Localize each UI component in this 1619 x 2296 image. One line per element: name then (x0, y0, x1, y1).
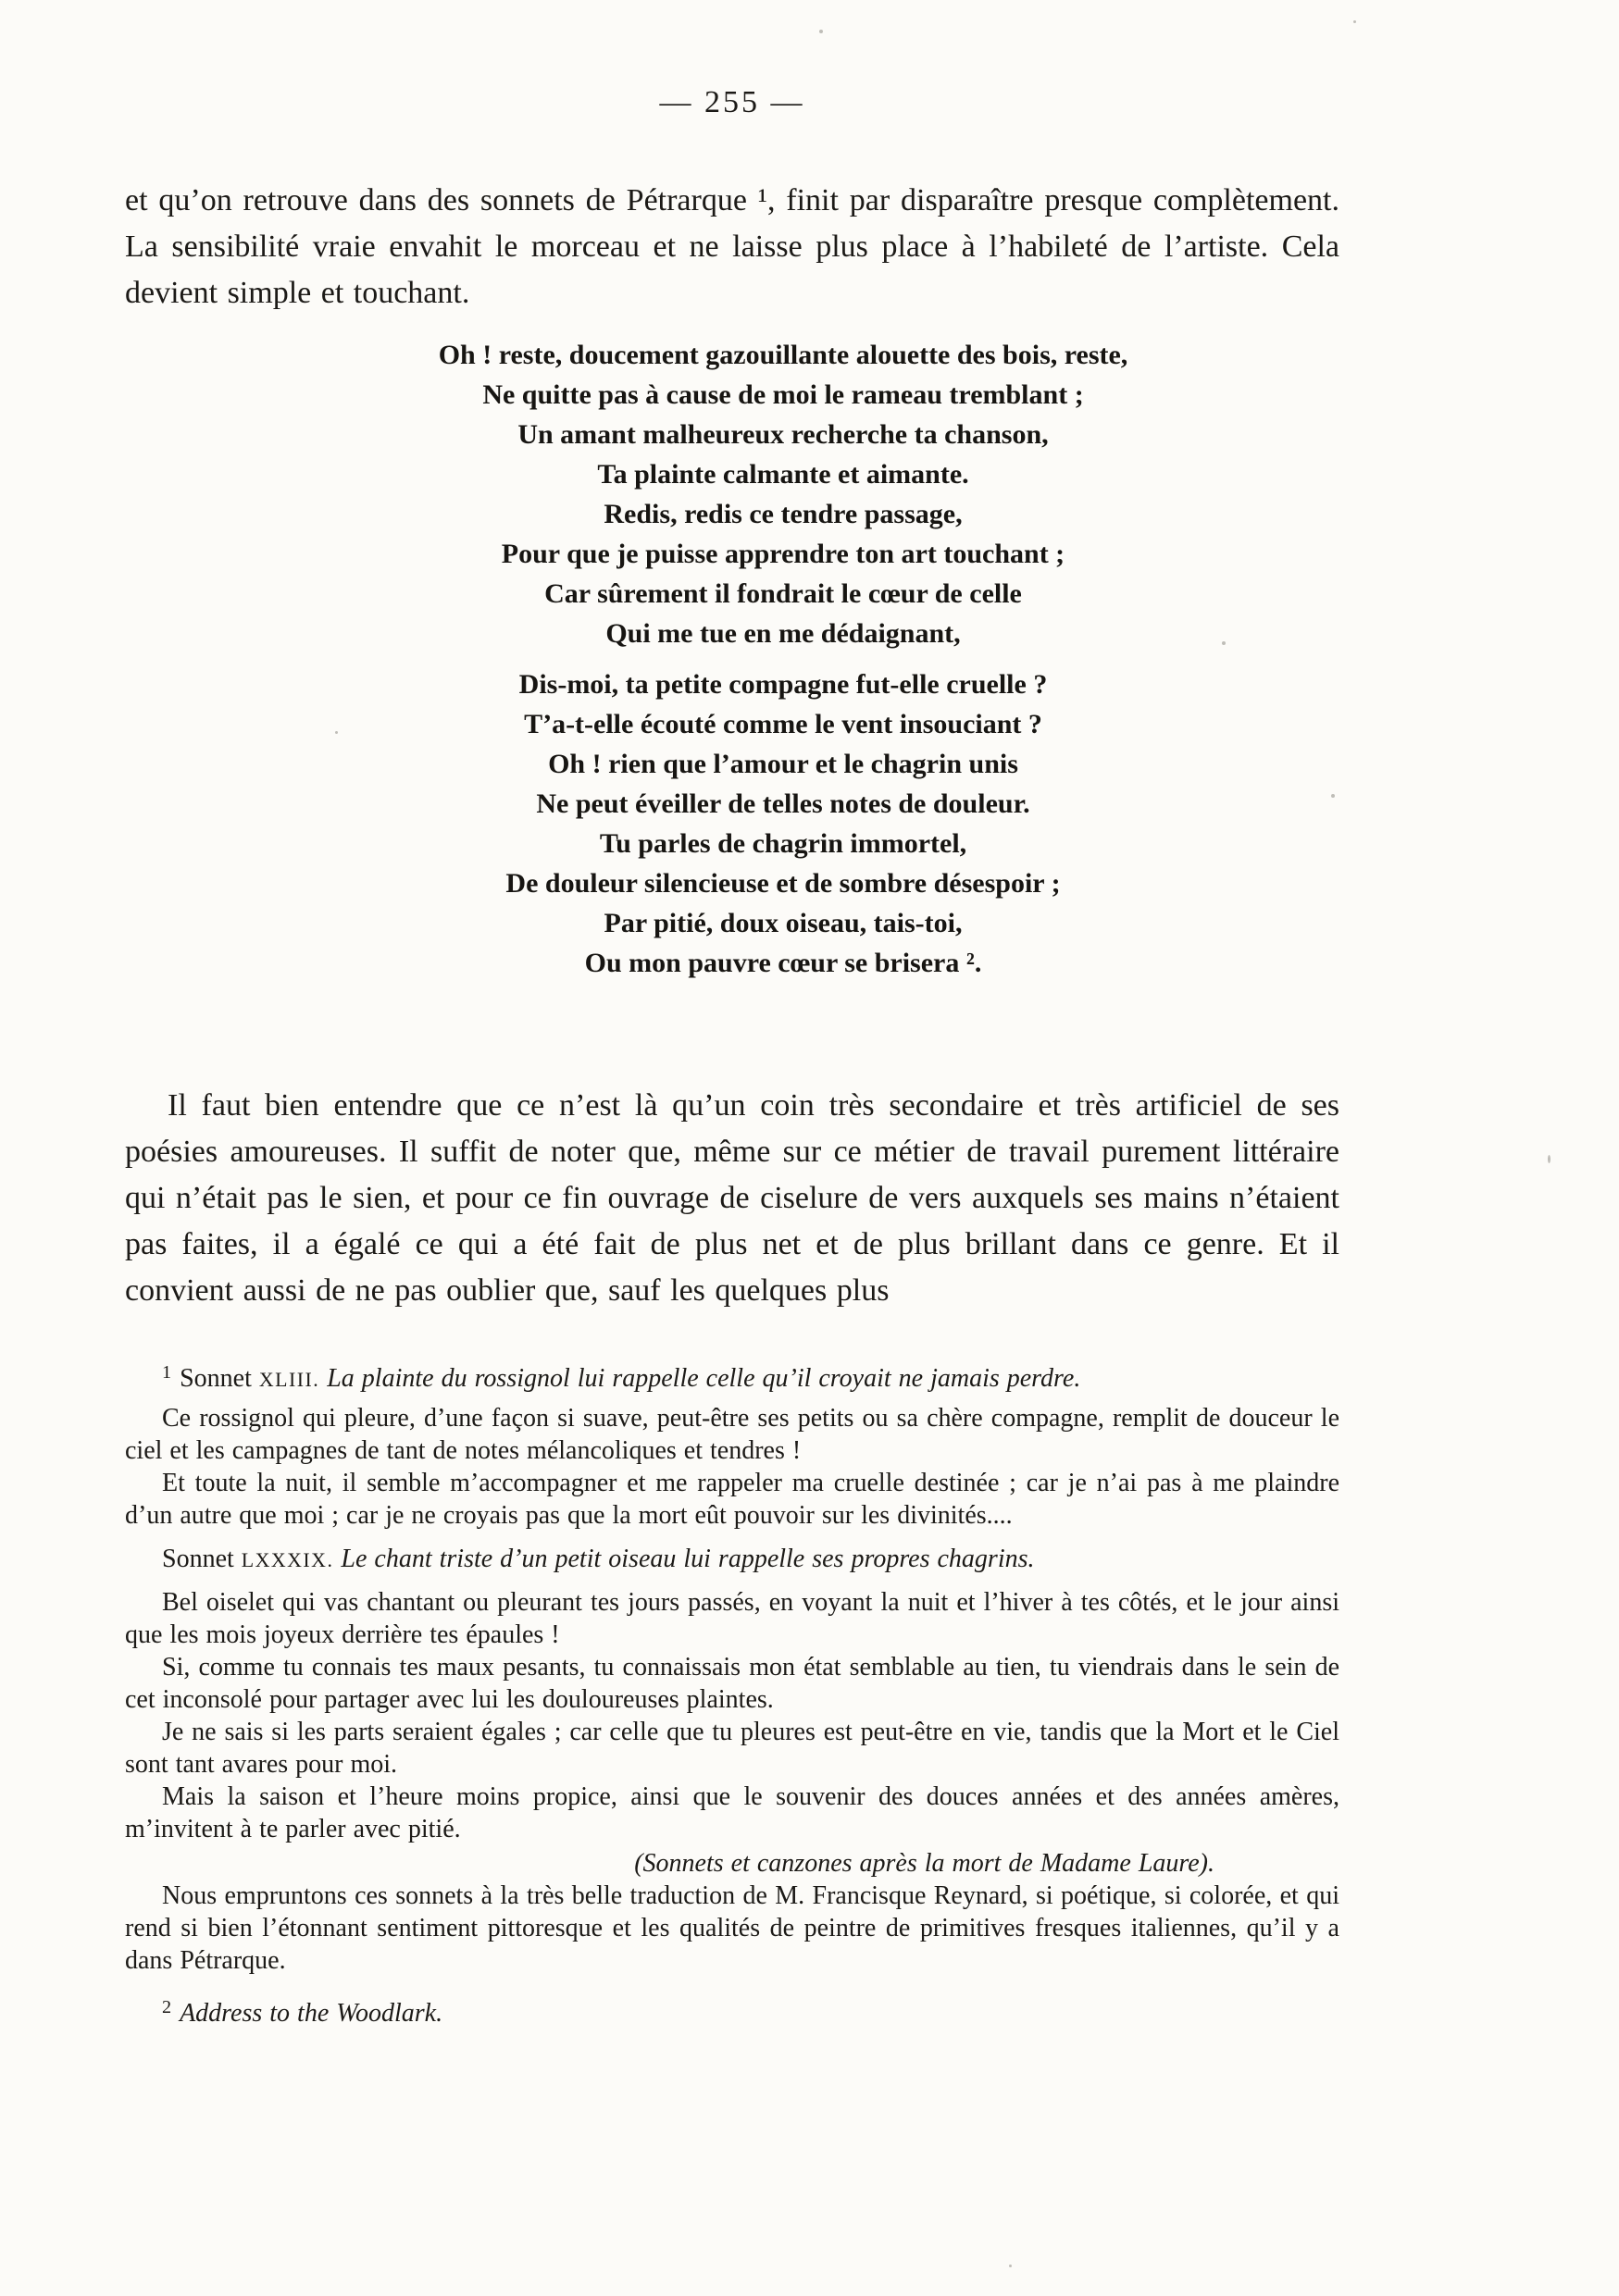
poem-line: Ne peut éveiller de telles notes de douleur. (536, 788, 1030, 819)
poem-line: Un amant malheureux recherche ta chanson, (517, 419, 1049, 450)
poem-line: Dis-moi, ta petite compagne fut-elle cruelle ? (518, 669, 1048, 700)
sonnet-title: Le chant triste d’un petit oiseau lui rappelle ses propres chagrins. (341, 1545, 1035, 1574)
footnote-1-sonnet-2-heading (125, 1543, 1339, 1577)
footnote-paragraph: Je ne sais si les parts seraient égales ; car celle que tu pleures est peut-être en vie, tandis que la Mort et le Ciel sont tant avares pour moi. (125, 1718, 1339, 1780)
paragraph-intro: et qu’on retrouve dans des sonnets de Pétrarque ¹, finit par disparaître presque complètement. La sensibilité vraie envahit le morceau et ne laisse plus place à l’habileté de l’artiste. Cela devient simple et touchant. (125, 183, 1339, 310)
sonnet-label: Sonnet (162, 1545, 234, 1574)
poem-line: Pour que je puisse apprendre ton art touchant ; (501, 539, 1065, 569)
poem-line: Ne quitte pas à cause de moi le rameau tremblant ; (482, 379, 1084, 410)
page-number: — 255 — (659, 85, 805, 119)
scan-speck (819, 30, 823, 33)
footnote-paragraph: Ce rossignol qui pleure, d’une façon si suave, peut-être ses petits ou sa chère compagne, remplit de douceur le ciel et les campagnes de tant de notes mélancoliques et tendres ! (125, 1404, 1339, 1466)
poem-line: Qui me tue en me dédaignant, (605, 618, 961, 649)
poem-stanza-1 (176, 335, 1390, 653)
poem-stanza-2 (176, 664, 1390, 983)
poem-line: Tu parles de chagrin immortel, (599, 828, 967, 859)
sonnet-label: Sonnet (180, 1364, 252, 1394)
footnote-2 (125, 1992, 1339, 2029)
footnote-paragraph: Mais la saison et l’heure moins propice, ainsi que le souvenir des douces années et des années amères, m’invitent à te parler avec pitié. (125, 1782, 1339, 1844)
scan-speck (335, 731, 338, 734)
footnote-paragraph: Si, comme tu connais tes maux pesants, tu connaissais mon état semblable au tien, tu viendrais dans le sein de cet inconsolé pour partager avec lui les douloureuses plaintes. (125, 1653, 1339, 1715)
paragraph-commentary: Il faut bien entendre que ce n’est là qu’un coin très secondaire et très artificiel de ses poésies amoureuses. Il suffit de noter que, même sur ce métier de travail purement littéraire qui n’était pas le sien, et pour ce fin ouvrage de ciselure de vers auxquels ses mains n’étaient pas faites, il a égalé ce qui a été fait de plus net et de plus brillant dans ce genre. Et il convient aussi de ne pas oublier que, sauf les quelques plus (125, 1088, 1339, 1308)
poem-line: Car sûrement il fondrait le cœur de celle (544, 578, 1022, 609)
sonnet-number: LXXXIX. (241, 1549, 334, 1572)
poem-line: Oh ! rien que l’amour et le chagrin unis (548, 749, 1018, 779)
sonnet-number: XLIII. (258, 1369, 320, 1392)
footnote-1-marker: 1 (162, 1362, 173, 1383)
footnote-2-text: Address to the Woodlark. (180, 1999, 443, 2029)
poem-line: Par pitié, doux oiseau, tais-toi, (604, 908, 963, 938)
scan-speck (1353, 20, 1356, 23)
footnote-2-marker: 2 (162, 1997, 173, 2018)
text-column (125, 0, 1339, 2296)
poem-line: Ou mon pauvre cœur se brisera ². (584, 948, 982, 978)
poem-line: De douleur silencieuse et de sombre désespoir ; (505, 868, 1061, 899)
footnote-paragraph: Bel oiselet qui vas chantant ou pleurant tes jours passés, en voyant la nuit et l’hiver à tes côtés, et le jour ainsi que les mois joyeux derrière tes épaules ! (125, 1588, 1339, 1650)
translator-note: Nous empruntons ces sonnets à la très belle traduction de M. Francisque Reynard, si poétique, si colorée, et qui rend si bien l’étonnant sentiment pittoresque et les qualités de peintre de primitives fresques italiennes, qu’il y a dans Pétrarque. (125, 1881, 1339, 1976)
scan-speck (1548, 1155, 1551, 1163)
scan-speck (1222, 641, 1226, 645)
footnote-paragraph: Et toute la nuit, il semble m’accompagner et me rappeler ma cruelle destinée ; car je n’ai pas à me plaindre d’un autre que moi ; car je ne croyais pas que la mort eût pouvoir sur les divinités.... (125, 1469, 1339, 1531)
poem-line: Ta plainte calmante et aimante. (597, 459, 969, 490)
footnote-1-sonnet-1-heading (125, 1357, 1339, 1396)
poem-line: Oh ! reste, doucement gazouillante alouette des bois, reste, (438, 340, 1128, 370)
scan-speck (1331, 794, 1335, 798)
scan-speck (1009, 2265, 1012, 2267)
sonnet-title: La plainte du rossignol lui rappelle celle qu’il croyait ne jamais perdre. (327, 1364, 1081, 1394)
poem-line: Redis, redis ce tendre passage, (604, 499, 963, 529)
poem-line: T’a-t-elle écouté comme le vent insouciant ? (524, 709, 1042, 739)
source-attribution: (Sonnets et canzones après la mort de Madame Laure). (634, 1849, 1214, 1879)
footnotes-block (125, 1357, 1339, 2029)
